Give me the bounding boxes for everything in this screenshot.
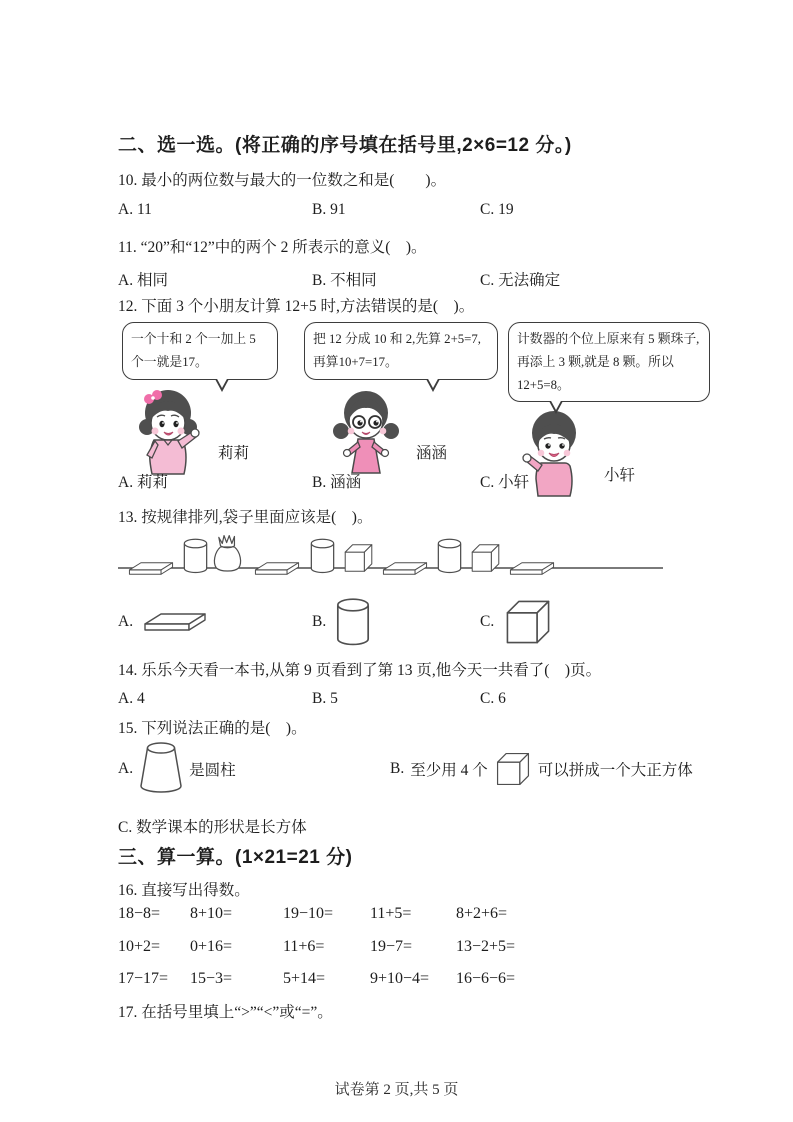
- calc-item: 19−7=: [370, 938, 413, 955]
- q12-stem: 12. 下面 3 个小朋友计算 12+5 时,方法错误的是( )。: [118, 298, 475, 315]
- speech-bubble-hanhan: 把 12 分成 10 和 2,先算 2+5=7,再算10+7=17。: [304, 322, 498, 380]
- q13-option-a: [118, 592, 312, 652]
- cylinder-shape-icon: [335, 594, 371, 650]
- q13-option-b: [312, 592, 480, 652]
- q15-option-b-text-after: 可以拼成一个大正方体: [537, 762, 693, 779]
- calc-item: 10+2=: [118, 938, 161, 955]
- q13-option-c: [480, 592, 678, 652]
- q17-stem: 17. 在括号里填上“>”“<”或“=”。: [118, 1004, 333, 1021]
- sequence-shape-cube: [472, 545, 499, 572]
- girl-lili-illustration: [122, 387, 214, 475]
- q15-option-b: [390, 748, 693, 790]
- q14-options: [118, 690, 678, 708]
- q13-shape-options: [118, 592, 678, 652]
- q10-option-b: B. 91: [312, 201, 346, 218]
- calc-item: 17−17=: [118, 970, 169, 987]
- q15-option-a-text: 是圆柱: [189, 762, 236, 779]
- q13-option-a-label: A.: [118, 613, 134, 630]
- figure-name-lili: 莉莉: [218, 444, 250, 462]
- q12-option-c: C. 小轩: [480, 474, 530, 491]
- q13-option-b-label: B.: [312, 613, 327, 630]
- frustum-shape-icon: [139, 740, 183, 798]
- sequence-shape-slab: [129, 563, 172, 575]
- calc-item: 18−8=: [118, 905, 161, 922]
- calc-item: 11+5=: [370, 905, 412, 922]
- q11-options: [118, 268, 678, 290]
- q12-option-b: B. 涵涵: [312, 474, 362, 491]
- q11-option-b: B. 不相同: [312, 272, 377, 289]
- q13-pattern-sequence: [118, 528, 663, 600]
- calc-item: 8+10=: [190, 905, 233, 922]
- q16-stem: 16. 直接写出得数。: [118, 882, 250, 899]
- speech-bubble-lili: 一个十和 2 个一加上 5 个一就是17。: [122, 322, 278, 380]
- cube-shape-icon: [503, 597, 553, 647]
- figure-name-xiaoxuan: 小轩: [604, 467, 636, 485]
- calc-item: 0+16=: [190, 938, 233, 955]
- sequence-shape-slab: [383, 563, 426, 575]
- calc-item: 9+10−4=: [370, 970, 430, 987]
- girl-hanhan-illustration: [320, 387, 412, 475]
- sequence-shape-cylinder: [184, 539, 206, 572]
- q16-row-3: [118, 970, 588, 988]
- q14-option-a: A. 4: [118, 690, 145, 707]
- section-three-heading: 三、算一算。(1×21=21 分): [118, 847, 353, 868]
- q13-stem: 13. 按规律排列,袋子里面应该是( )。: [118, 509, 373, 526]
- q15-option-a-label: A.: [118, 760, 134, 777]
- q10-option-a: A. 11: [118, 201, 152, 218]
- calc-item: 11+6=: [283, 938, 325, 955]
- sequence-shape-cylinder: [438, 539, 460, 572]
- calc-item: 5+14=: [283, 970, 326, 987]
- calc-item: 15−3=: [190, 970, 233, 987]
- q14-option-c: C. 6: [480, 690, 506, 707]
- calc-item: 19−10=: [283, 905, 334, 922]
- calc-item: 8+2+6=: [456, 905, 508, 922]
- calc-item: 13−2+5=: [456, 938, 516, 955]
- sequence-shape-slab: [510, 563, 553, 575]
- q10-options: [118, 201, 678, 219]
- q11-option-c: C. 无法确定: [480, 272, 561, 289]
- q12-option-a: A. 莉莉: [118, 474, 168, 491]
- q12-options: [118, 470, 678, 492]
- figure-name-hanhan: 涵涵: [416, 444, 448, 462]
- q10-option-c: C. 19: [480, 201, 514, 218]
- q11-stem: 11. “20”和“12”中的两个 2 所表示的意义( )。: [118, 239, 427, 256]
- speech-bubble-xiaoxuan: 计数器的个位上原来有 5 颗珠子,再添上 3 颗,就是 8 颗。所以12+5=8。: [508, 322, 710, 402]
- sequence-shape-cube: [345, 545, 372, 572]
- q14-stem: 14. 乐乐今天看一本书,从第 9 页看到了第 13 页,他今天一共看了( )页。: [118, 662, 602, 679]
- q11-option-a: A. 相同: [118, 272, 168, 289]
- q15-option-b-text-before: 至少用 4 个: [410, 762, 488, 779]
- small-cube-shape-icon: [494, 748, 532, 790]
- q16-row-1: [118, 905, 588, 923]
- q16-row-2: [118, 938, 588, 956]
- q14-option-b: B. 5: [312, 690, 338, 707]
- q10-stem: 10. 最小的两位数与最大的一位数之和是( )。: [118, 172, 447, 189]
- calc-item: 16−6−6=: [456, 970, 516, 987]
- q15-option-a: [118, 740, 236, 798]
- q13-option-c-label: C.: [480, 613, 495, 630]
- q15-option-b-label: B.: [390, 760, 405, 777]
- q15-option-c: C. 数学课本的形状是长方体: [118, 819, 307, 836]
- sequence-shape-cylinder: [311, 539, 333, 572]
- sequence-shape-bag: [214, 536, 240, 571]
- section-two-heading: 二、选一选。(将正确的序号填在括号里,2×6=12 分。): [118, 135, 572, 156]
- q15-stem: 15. 下列说法正确的是( )。: [118, 720, 307, 737]
- slab-shape-icon: [142, 609, 208, 635]
- page-footer: 试卷第 2 页,共 5 页: [334, 1082, 459, 1098]
- sequence-shape-slab: [255, 563, 298, 575]
